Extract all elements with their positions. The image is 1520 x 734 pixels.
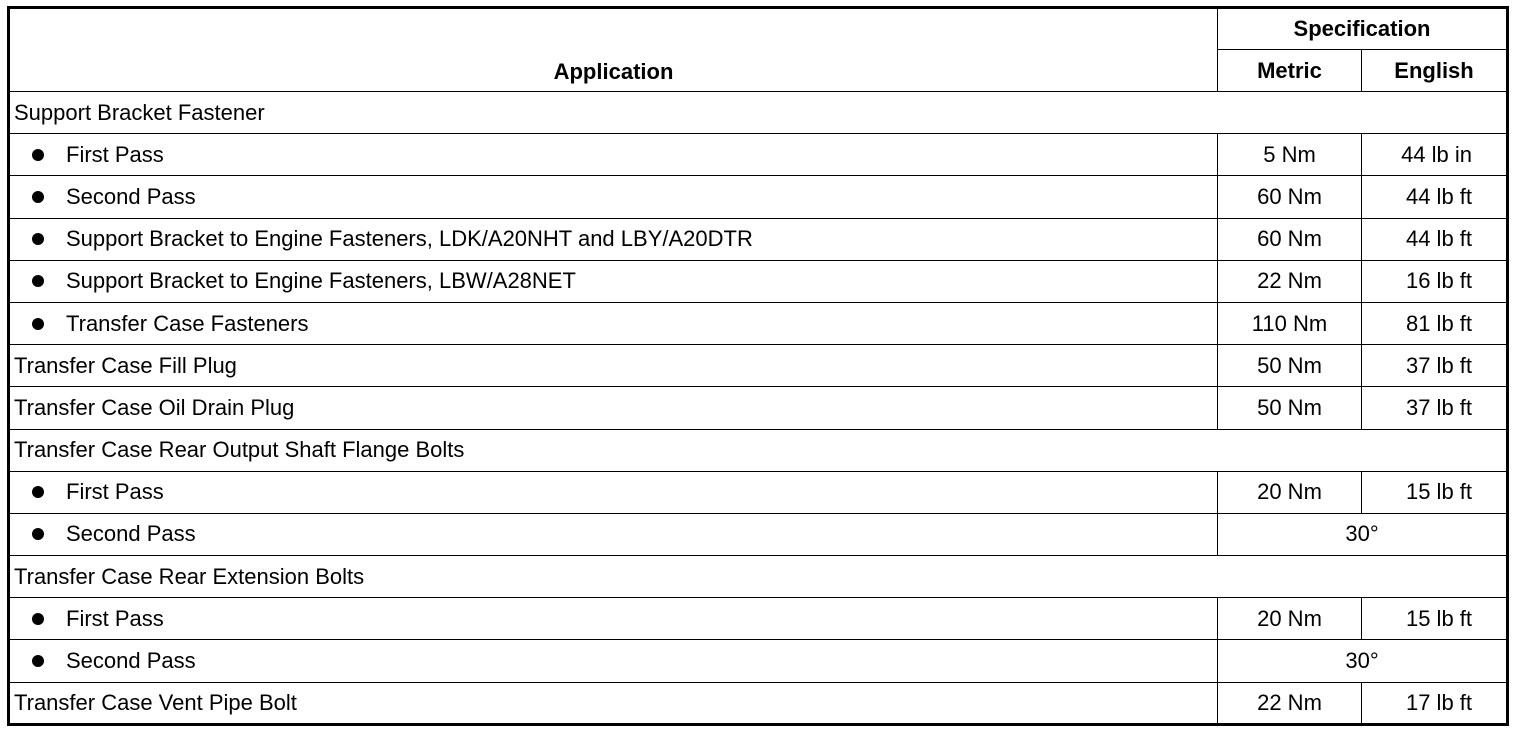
table-row <box>9 513 1508 555</box>
bullet-icon <box>32 613 44 625</box>
metric-value: 22 Nm <box>1218 260 1362 302</box>
metric-value: 5 Nm <box>1218 134 1362 176</box>
bullet-icon <box>32 275 44 287</box>
row-label: Transfer Case Fill Plug <box>9 345 1218 387</box>
metric-value: 20 Nm <box>1218 598 1362 640</box>
english-value: 17 lb ft <box>1362 682 1508 724</box>
torque-spec-table <box>7 6 1509 726</box>
header-metric: Metric <box>1218 50 1362 92</box>
bullet-icon <box>32 191 44 203</box>
english-value: 44 lb in <box>1362 134 1508 176</box>
header-specification: Specification <box>1218 8 1508 50</box>
row-label: Second Pass <box>66 183 196 209</box>
row-application <box>9 176 1218 218</box>
table-row <box>9 176 1508 218</box>
bullet-icon <box>32 528 44 540</box>
metric-value: 20 Nm <box>1218 471 1362 513</box>
row-application <box>9 218 1218 260</box>
table-row <box>9 387 1508 429</box>
row-label: Second Pass <box>66 648 196 674</box>
english-value: 37 lb ft <box>1362 387 1508 429</box>
bullet-icon <box>32 233 44 245</box>
row-application <box>9 640 1218 682</box>
english-value: 44 lb ft <box>1362 218 1508 260</box>
row-application <box>9 513 1218 555</box>
metric-value: 60 Nm <box>1218 218 1362 260</box>
table-row <box>9 218 1508 260</box>
english-value: 16 lb ft <box>1362 260 1508 302</box>
row-label: First Pass <box>66 605 164 631</box>
table-row <box>9 429 1508 471</box>
english-value: 81 lb ft <box>1362 302 1508 344</box>
header-english: English <box>1362 50 1508 92</box>
bullet-icon <box>32 149 44 161</box>
metric-value: 50 Nm <box>1218 345 1362 387</box>
row-label: First Pass <box>66 141 164 167</box>
table-body <box>9 92 1508 725</box>
table-row <box>9 302 1508 344</box>
table-row <box>9 92 1508 134</box>
metric-value: 110 Nm <box>1218 302 1362 344</box>
metric-value: 50 Nm <box>1218 387 1362 429</box>
row-application <box>9 260 1218 302</box>
row-label: First Pass <box>66 479 164 505</box>
table-row <box>9 640 1508 682</box>
row-application <box>9 302 1218 344</box>
row-application <box>9 134 1218 176</box>
row-label: Transfer Case Rear Output Shaft Flange Bolts <box>9 429 1508 471</box>
row-label: Second Pass <box>66 521 196 547</box>
english-value: 15 lb ft <box>1362 471 1508 513</box>
table-row <box>9 260 1508 302</box>
row-application <box>9 471 1218 513</box>
english-value: 37 lb ft <box>1362 345 1508 387</box>
angle-value: 30° <box>1218 513 1508 555</box>
table-row <box>9 598 1508 640</box>
bullet-icon <box>32 486 44 498</box>
table-row <box>9 556 1508 598</box>
english-value: 15 lb ft <box>1362 598 1508 640</box>
row-label: Support Bracket to Engine Fasteners, LDK/A20NHT and LBY/A20DTR <box>66 226 753 252</box>
row-label: Support Bracket Fastener <box>9 92 1508 134</box>
table-row <box>9 682 1508 724</box>
table-row <box>9 134 1508 176</box>
table-row <box>9 471 1508 513</box>
row-label: Support Bracket to Engine Fasteners, LBW/A28NET <box>66 268 576 294</box>
row-label: Transfer Case Vent Pipe Bolt <box>9 682 1218 724</box>
table-row <box>9 345 1508 387</box>
english-value: 44 lb ft <box>1362 176 1508 218</box>
row-label: Transfer Case Oil Drain Plug <box>9 387 1218 429</box>
row-application <box>9 598 1218 640</box>
metric-value: 22 Nm <box>1218 682 1362 724</box>
row-label: Transfer Case Fasteners <box>66 310 309 336</box>
angle-value: 30° <box>1218 640 1508 682</box>
row-label: Transfer Case Rear Extension Bolts <box>9 556 1508 598</box>
bullet-icon <box>32 318 44 330</box>
metric-value: 60 Nm <box>1218 176 1362 218</box>
header-application: Application <box>9 8 1218 92</box>
bullet-icon <box>32 655 44 667</box>
